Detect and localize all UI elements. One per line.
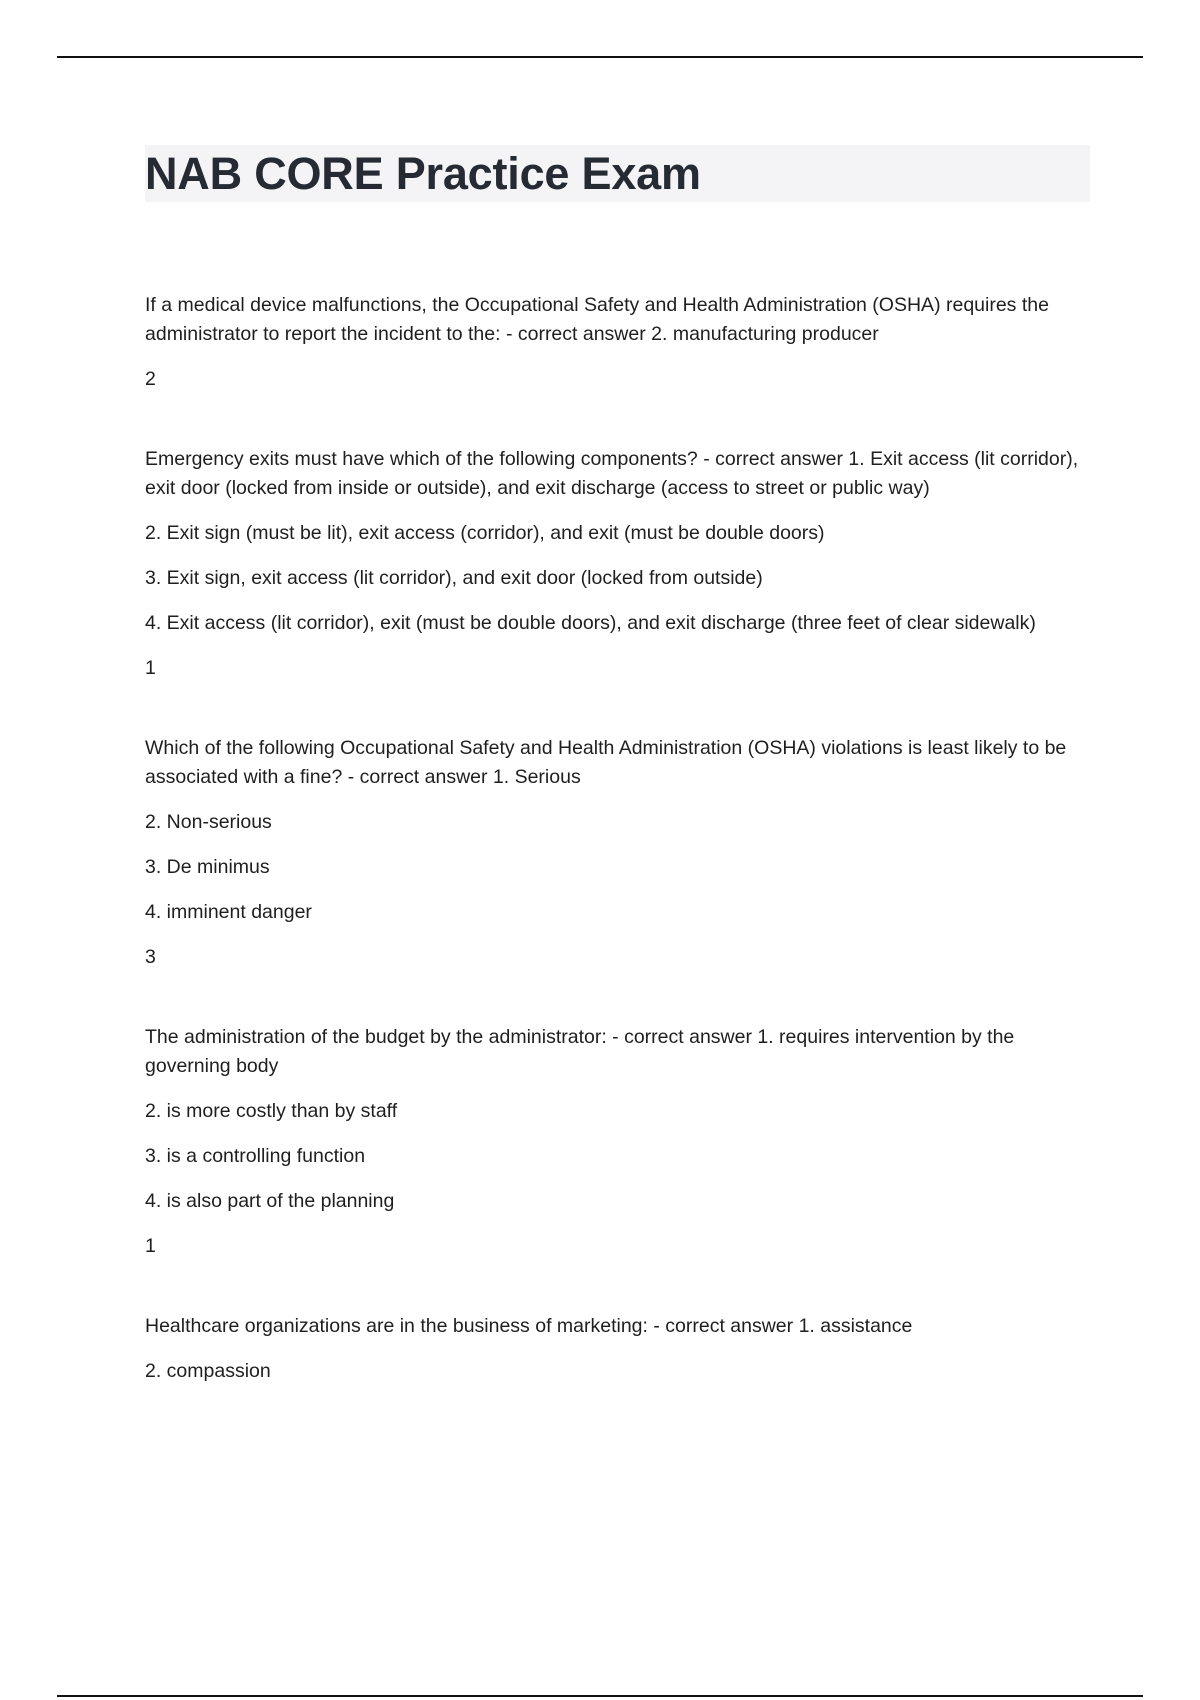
answer-key: 3 <box>145 946 156 968</box>
answer-option: 3. Exit sign, exit access (lit corridor), and exit door (locked from outside) <box>145 567 763 589</box>
answer-option: 4. imminent danger <box>145 901 312 923</box>
question-item <box>145 1023 1090 1261</box>
answer-key: 1 <box>145 1235 156 1257</box>
question-item <box>145 1312 1090 1386</box>
title-banner <box>145 145 1090 202</box>
question-item <box>145 734 1090 972</box>
question-text: Which of the following Occupational Safety and Health Administration (OSHA) violations is least likely to be associated with a fine? - correct answer 1. Serious <box>145 737 1067 788</box>
question-text: If a medical device malfunctions, the Occupational Safety and Health Administration (OSHA) requires the administrator to report the incident to the: - correct answer 2. manufacturing producer <box>145 294 1049 345</box>
question-item <box>145 291 1090 394</box>
document-page <box>145 145 1090 1437</box>
answer-option: 2. compassion <box>145 1360 271 1382</box>
question-text: The administration of the budget by the administrator: - correct answer 1. requires intervention by the governing body <box>145 1026 1015 1077</box>
answer-option: 2. Exit sign (must be lit), exit access (corridor), and exit (must be double doors) <box>145 522 825 544</box>
question-list <box>145 291 1090 1386</box>
answer-option: 4. Exit access (lit corridor), exit (must be double doors), and exit discharge (three feet of clear sidewalk) <box>145 612 1036 634</box>
answer-option: 3. is a controlling function <box>145 1145 366 1167</box>
question-item <box>145 445 1090 683</box>
answer-option: 2. Non-serious <box>145 811 272 833</box>
answer-option: 2. is more costly than by staff <box>145 1100 398 1122</box>
top-divider <box>57 56 1143 58</box>
page-title: NAB CORE Practice Exam <box>145 148 701 199</box>
answer-key: 1 <box>145 657 156 679</box>
question-text: Emergency exits must have which of the following components? - correct answer 1. Exit access (lit corridor), exit door (locked from inside or outside), and exit discharge (access to street or public way) <box>145 448 1079 499</box>
question-text: Healthcare organizations are in the business of marketing: - correct answer 1. assistance <box>145 1315 913 1337</box>
bottom-divider <box>57 1695 1143 1697</box>
answer-option: 4. is also part of the planning <box>145 1190 395 1212</box>
answer-option: 3. De minimus <box>145 856 270 878</box>
answer-key: 2 <box>145 368 156 390</box>
